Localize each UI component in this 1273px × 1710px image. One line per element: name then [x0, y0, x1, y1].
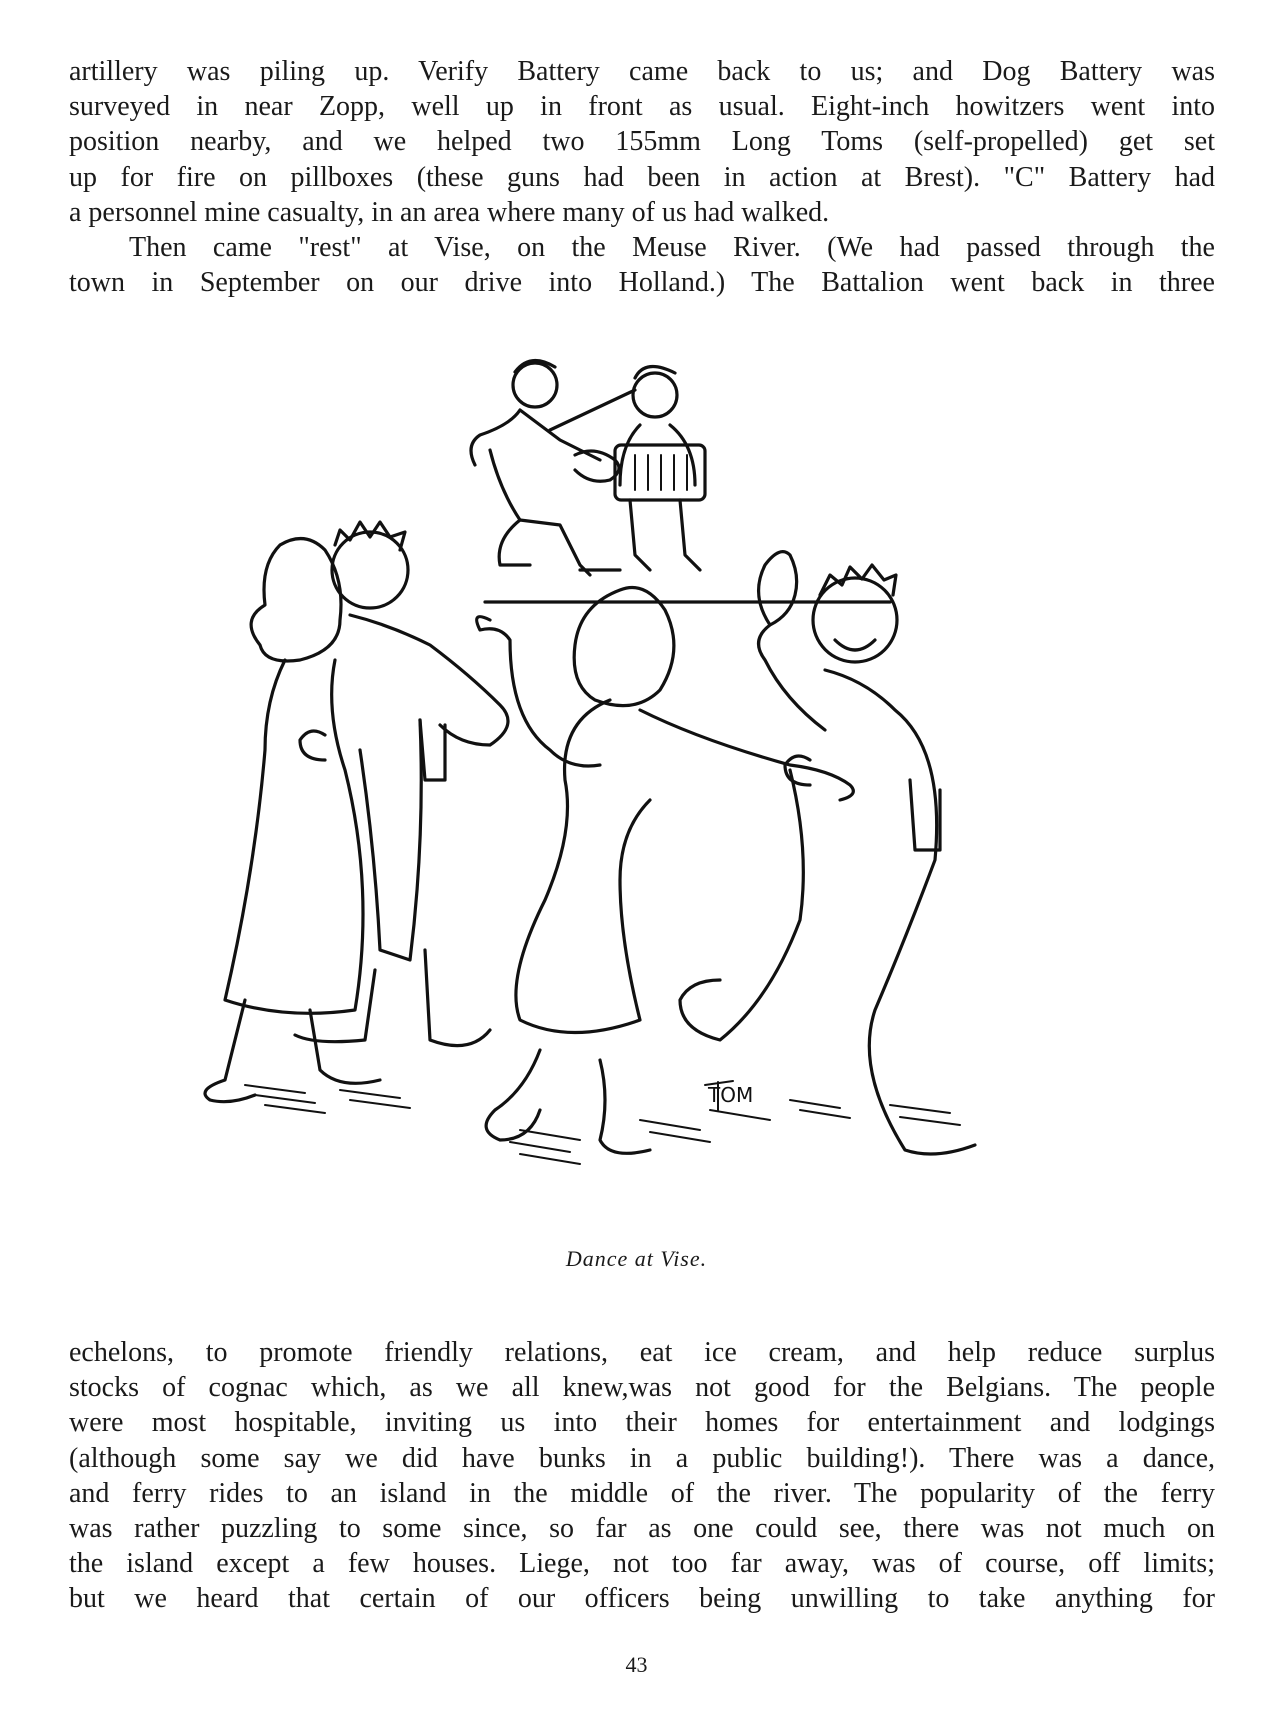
- text-line: was rather puzzling to some since, so far as one could see, there was not much on: [69, 1513, 1215, 1545]
- figure-caption: Dance at Vise.: [565, 1246, 708, 1271]
- text-line: but we heard that certain of our officers being unwilling to take anything for: [69, 1583, 1215, 1615]
- text-line: were most hospitable, inviting us into their homes for entertainment and lodgings: [69, 1407, 1215, 1439]
- fiddler-figure: [471, 361, 635, 575]
- svg-text:TOM: TOM: [708, 1083, 754, 1107]
- text-line: (although some say we did have bunks in a public building!). There was a dance,: [69, 1442, 1215, 1474]
- text-line: surveyed in near Zopp, well up in front as usual. Eight-inch howitzers went into: [69, 91, 1215, 123]
- text-line: and ferry rides to an island in the middle of the river. The popularity of the ferry: [69, 1477, 1215, 1509]
- text-line: the island except a few houses. Liege, not too far away, was of course, off limits;: [69, 1548, 1215, 1580]
- text-line: stocks of cognac which, as we all knew,was not good for the Belgians. The people: [69, 1372, 1215, 1404]
- left-dancing-couple: [205, 522, 508, 1102]
- second-paragraph: [69, 230, 1215, 300]
- text-line: town in September on our drive into Holland.) The Battalion went back in three: [69, 267, 1215, 299]
- bottom-paragraph: [69, 1335, 1215, 1617]
- text-line: a personnel mine casualty, in an area where many of us had walked.: [69, 196, 830, 228]
- text-line: up for fire on pillboxes (these guns had been in action at Brest). "C" Battery had: [69, 161, 1215, 193]
- text-line: artillery was piling up. Verify Battery came back to us; and Dog Battery was: [69, 56, 1215, 87]
- text-line: Then came "rest" at Vise, on the Meuse River. (We had passed through the: [129, 232, 1215, 263]
- dance-illustration: [190, 330, 1090, 1210]
- right-dancing-couple: [477, 552, 975, 1154]
- page-number: 43: [625, 1652, 648, 1677]
- top-paragraph: [69, 54, 1215, 230]
- accordionist-figure: [615, 367, 705, 570]
- artist-signature: [705, 1081, 753, 1110]
- text-line: echelons, to promote friendly relations, eat ice cream, and help reduce surplus: [69, 1337, 1215, 1368]
- text-line: position nearby, and we helped two 155mm Long Toms (self-propelled) get set: [69, 126, 1215, 158]
